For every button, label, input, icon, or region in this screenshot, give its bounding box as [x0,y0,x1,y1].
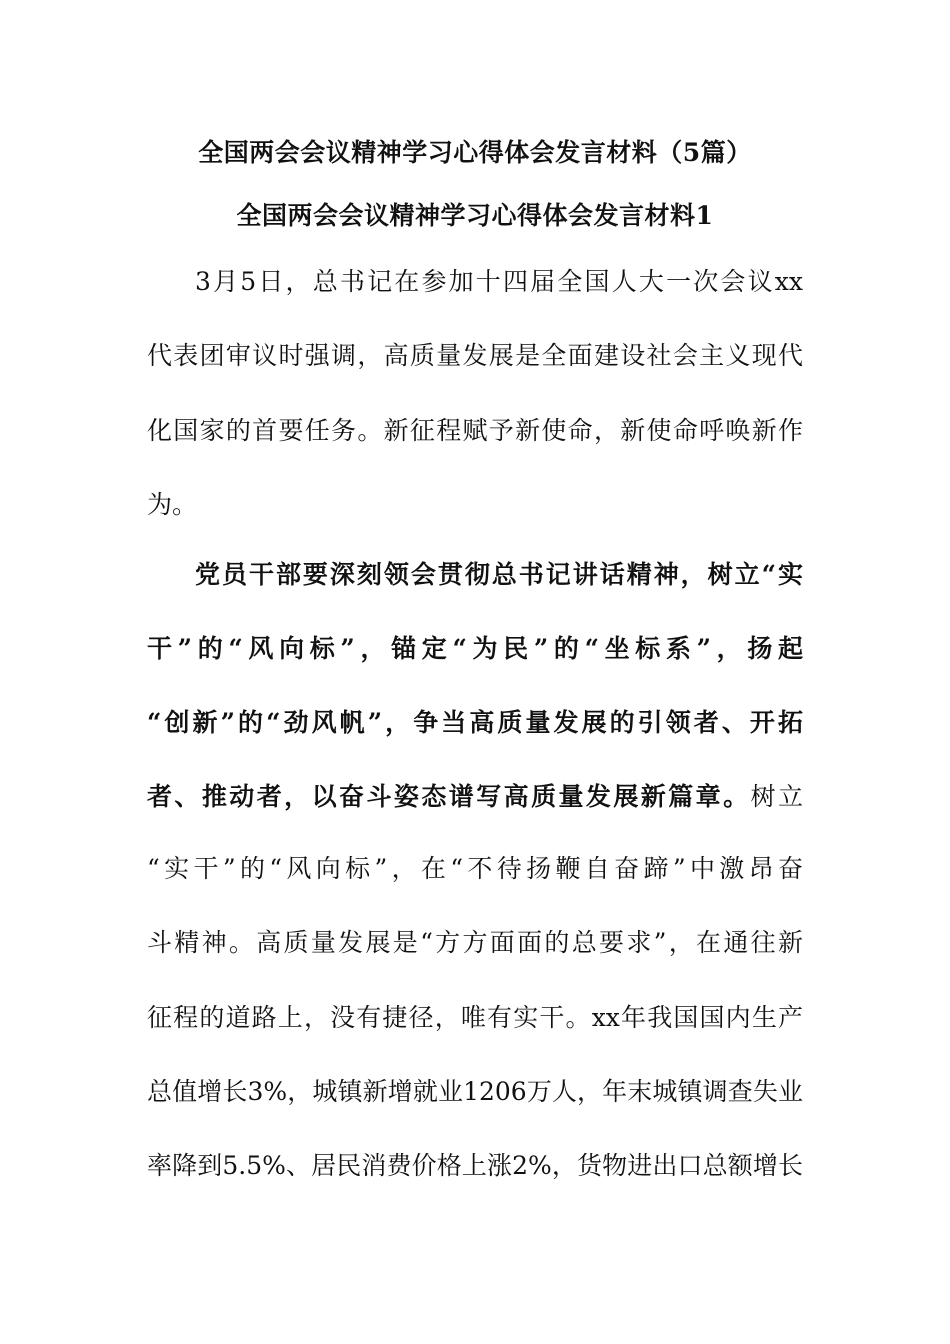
paragraph-2-line-9: 率降到5.5%、居民消费价格上涨2%，货物进出口总额增长 [147,1151,803,1180]
paragraph-1-line-1: 3月5日，总书记在参加十四届全国人大一次会议xx [195,267,803,296]
document-title: 全国两会会议精神学习心得体会发言材料（5篇） [198,138,752,167]
paragraph-2-line-5: “实干”的“风向标”，在“不待扬鞭自奋蹄”中激昂奋 [147,854,803,883]
paragraph-2-line-8: 总值增长3%，城镇新增就业1206万人，年末城镇调查失业 [147,1077,803,1106]
paragraph-2-line-2: 干”的“风向标”，锚定“为民”的“坐标系”，扬起 [147,634,803,663]
paragraph-2-line-4-bold: 者、推动者，以奋斗姿态谱写高质量发展新篇章。 [147,782,751,811]
paragraph-1-line-2: 代表团审议时强调，高质量发展是全面建设社会主义现代 [147,341,803,370]
paragraph-1-line-4: 为。 [147,490,198,519]
document-subtitle: 全国两会会议精神学习心得体会发言材料1 [236,201,714,230]
paragraph-2-line-7: 征程的道路上，没有捷径，唯有实干。xx年我国国内生产 [147,1003,803,1032]
paragraph-2-line-1: 党员干部要深刻领会贯彻总书记讲话精神，树立“实 [195,560,803,589]
paragraph-1-line-3: 化国家的首要任务。新征程赋予新使命，新使命呼唤新作 [147,416,803,445]
paragraph-2-line-6: 斗精神。高质量发展是“方方面面的总要求”，在通往新 [147,928,803,957]
paragraph-2-line-4 [147,779,803,815]
paragraph-2-line-3: “创新”的“劲风帆”，争当高质量发展的引领者、开拓 [147,708,803,737]
paragraph-2-line-4-tail: 树立 [750,782,803,811]
